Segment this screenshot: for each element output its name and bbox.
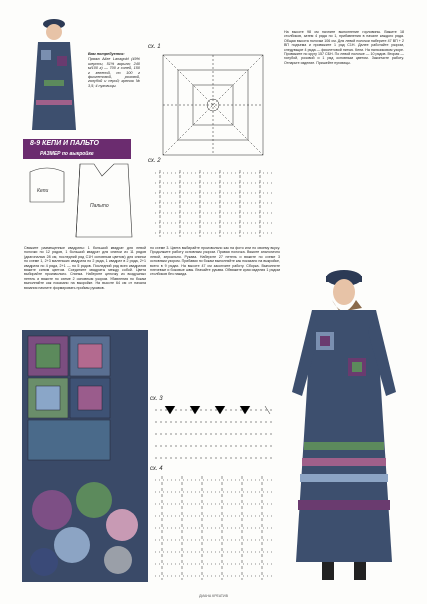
scheme-3-chart xyxy=(150,402,280,464)
article-subtitle: РАЗМЕР по выкройке xyxy=(40,151,94,157)
model-figure-icon xyxy=(24,10,84,135)
materials-text xyxy=(88,52,140,132)
scheme-2-label: сх. 2 xyxy=(148,158,161,164)
scheme-4-chart xyxy=(150,472,280,584)
body-text-right: На высоте 98 см начните выполнение горловины. Вяжите 18 столбиков, затем 4 ряда по 1, прибавления в начале каждого ряда. Общая высота полочки 106 см. Для левой полочки наберите 47 ВП + 2 ВП подъема и провяжите 1 ряд С1Н. Далее работайте узором, следующие 4 ряда — фиолетовой нитью. Кепи. На пальчиковом узоре. Провяжите по кругу 157 СБН. По левой полочке — 10 рядов. Вторая — голубой, розовой и 1 ряд основным цветом. Закончите работу. Отпарьте изделие. Пришейте пуговицы. xyxy=(284,30,404,65)
model-coat-icon xyxy=(282,262,406,584)
model-photo-right xyxy=(282,262,406,584)
article-title: 8-9 КЕПИ И ПАЛЬТО xyxy=(30,140,99,147)
pattern-drawing xyxy=(22,162,144,242)
page-footer: ДИАНА КРЕАТИВ xyxy=(199,594,228,598)
scheme-1-label: сх. 1 xyxy=(148,44,161,50)
granny-squares-icon xyxy=(22,330,148,582)
model-photo-top xyxy=(24,10,84,135)
cap-pattern-label: Кепи xyxy=(37,188,49,194)
scheme-2-chart xyxy=(150,165,280,243)
materials-body: Пряжа Alize Lanagold (49% шерсти, 51% акрила; 240 м/100 г) — 700 г синей, 150 г зеленой, по 100 г фиолетовой, розовой, голубой и серой; крючок № 3,5; 4 пуговицы. xyxy=(88,57,140,88)
scheme-3-label: сх. 3 xyxy=(150,396,163,402)
body-text-left: Свяжите размещенные квадраты: 1 большой квадрат для левой полочки по 12 рядов, 1 большой квадрат для спинки из 11 рядов (диагональю 28 см, последний ряд С1Н основным цветом) для спинки по схеме 1, 2+3 маленьких квадрата по 2 ряда, 1 квадрат в 2 ряда, 2+1 квадрата по 4 ряда, 2+1 — по 5 рядов. Последний ряд всех квадратов вяжите синим цветом. Соедините квадраты между собой. Цвета выбирайте произвольно. Спинка. Наберите цепочку из воздушных петель и вяжите по схеме 2 основным узором. Убавления по бокам выполняйте как показано на выкройке. На высоте 64 см от начала вязания начните формировать проймы рукавов. xyxy=(24,246,146,290)
coat-pattern-label: Пальто xyxy=(90,203,109,209)
scheme-1-chart xyxy=(158,50,268,160)
yarn-photo xyxy=(22,330,148,582)
scheme-4-label: сх. 4 xyxy=(150,466,163,472)
materials-heading: Вам потребуется: xyxy=(88,52,125,56)
body-text-middle: по схеме 3. Цвета выбирайте произвольно как на фото или по своему вкусу. Продолжите работу основным узором. Правая полочка. Вяжите аналогично левой, зеркально. Рукава. Наберите 27 петель и вяжите по схеме 3 основным узором. Прибавки по бокам выполняйте как показано на выкройке, всего в 9 рядах. На высоте 47 см закончите работу. Сборка. Выполните плечевые и боковые швы. Втачайте рукава. Обвяжите края изделия 1 рядом столбиков без накида. xyxy=(150,246,280,277)
